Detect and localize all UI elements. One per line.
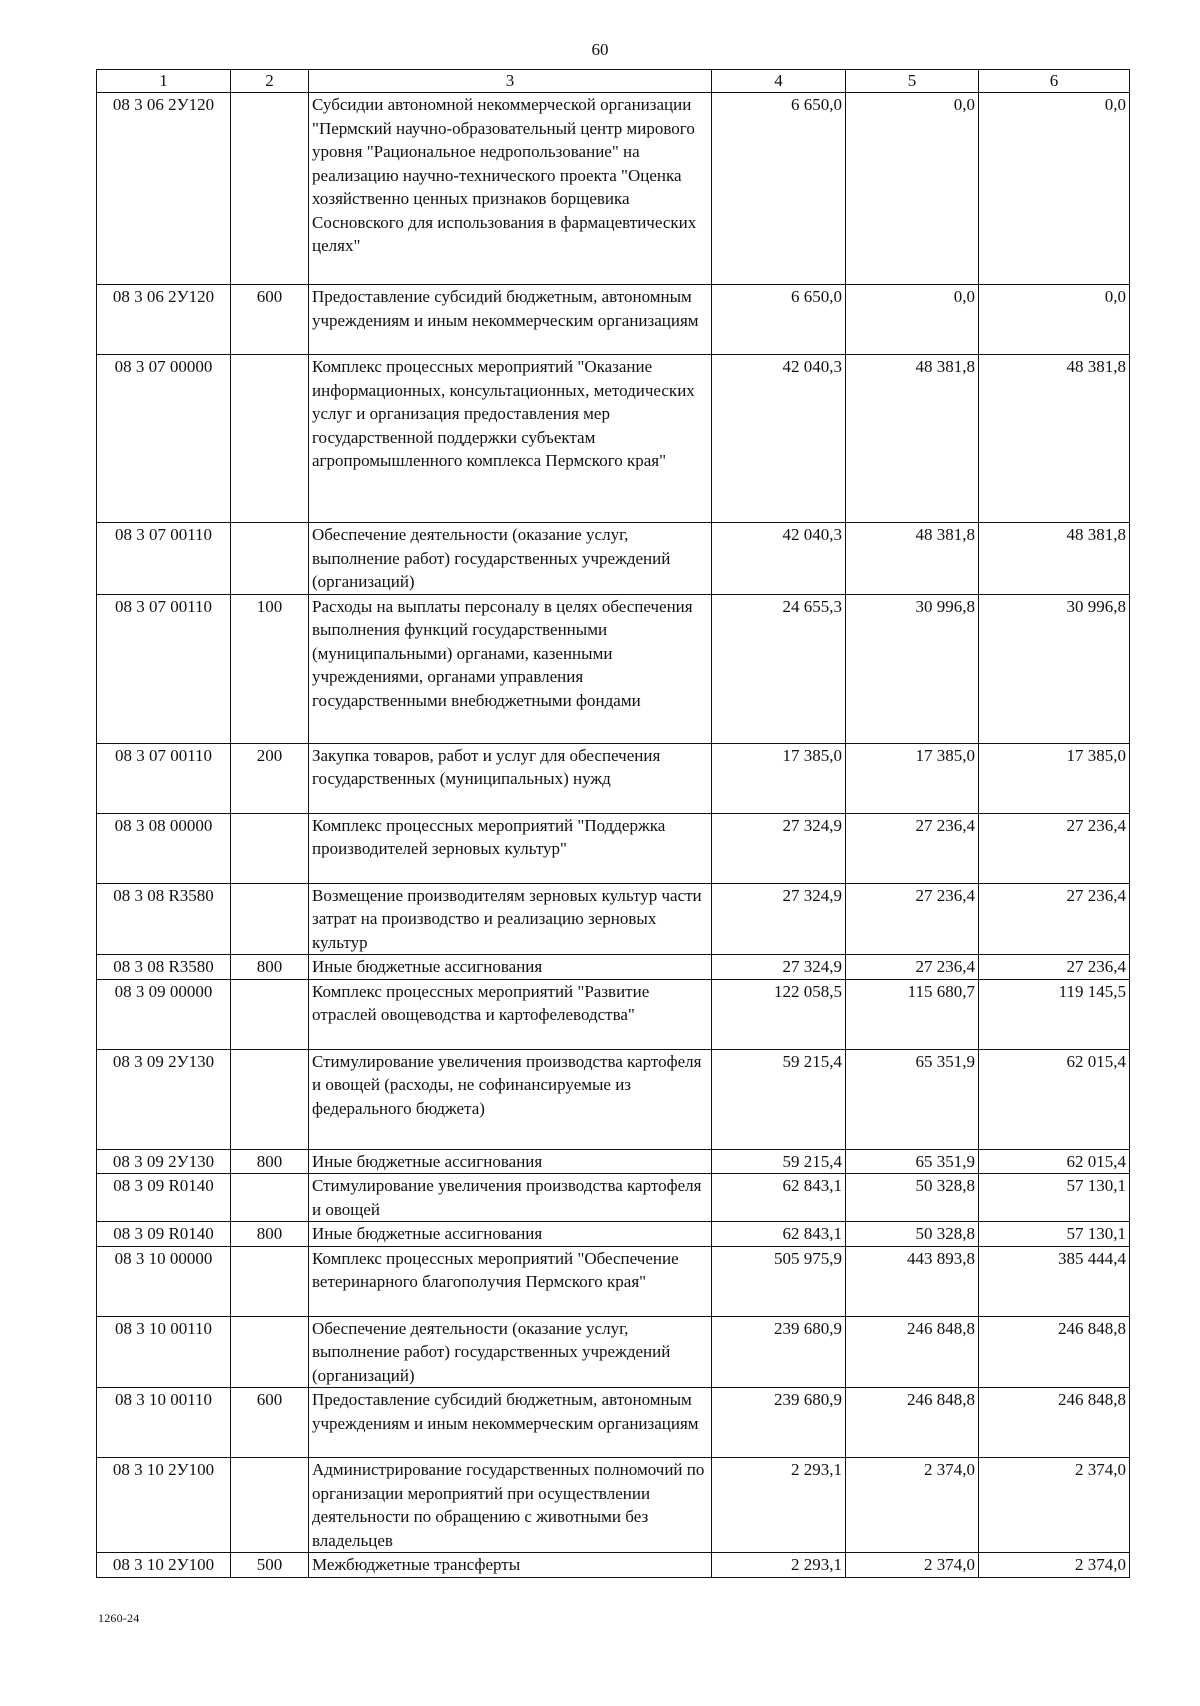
amount-col5-cell: 65 351,9 (846, 1149, 979, 1174)
table-row (97, 1174, 1130, 1222)
amount-col5-cell: 0,0 (846, 93, 979, 285)
amount-col5-cell: 246 848,8 (846, 1316, 979, 1388)
item-name-cell: Комплекс процессных мероприятий "Обеспечение ветеринарного благополучия Пермского края" (309, 1246, 712, 1316)
item-name-cell: Иные бюджетные ассигнования (309, 1149, 712, 1174)
item-name-cell: Обеспечение деятельности (оказание услуг, выполнение работ) государственных учреждений (организаций) (309, 523, 712, 595)
item-name-cell: Стимулирование увеличения производства картофеля и овощей (расходы, не софинансируемые из федерального бюджета) (309, 1049, 712, 1149)
amount-col6-cell: 57 130,1 (979, 1222, 1130, 1247)
expense-type-cell (231, 1316, 309, 1388)
budget-code-cell: 08 3 08 R3580 (97, 955, 231, 980)
table-row (97, 1316, 1130, 1388)
amount-col4-cell: 6 650,0 (712, 285, 846, 355)
item-name-cell: Комплекс процессных мероприятий "Оказание информационных, консультационных, методических услуг и организация предоставления мер государственной поддержки субъектам агропромышленного комплекса Пермского края" (309, 355, 712, 523)
budget-code-cell: 08 3 06 2У120 (97, 285, 231, 355)
amount-col6-cell: 27 236,4 (979, 813, 1130, 883)
column-header: 5 (846, 70, 979, 93)
header-row (97, 70, 1130, 93)
table-row (97, 979, 1130, 1049)
amount-col5-cell: 27 236,4 (846, 813, 979, 883)
amount-col6-cell: 2 374,0 (979, 1553, 1130, 1578)
item-name-cell: Стимулирование увеличения производства картофеля и овощей (309, 1174, 712, 1222)
amount-col5-cell: 27 236,4 (846, 883, 979, 955)
budget-code-cell: 08 3 09 2У130 (97, 1049, 231, 1149)
item-name-cell: Расходы на выплаты персоналу в целях обеспечения выполнения функций государственными (муниципальными) органами, казенными учреждениями, органами управления государственными внебюджетными фондами (309, 594, 712, 743)
amount-col6-cell: 0,0 (979, 285, 1130, 355)
amount-col5-cell: 48 381,8 (846, 523, 979, 595)
amount-col4-cell: 122 058,5 (712, 979, 846, 1049)
expense-type-cell (231, 355, 309, 523)
table-row (97, 1458, 1130, 1553)
expense-type-cell: 800 (231, 1222, 309, 1247)
budget-code-cell: 08 3 08 00000 (97, 813, 231, 883)
expense-type-cell: 800 (231, 1149, 309, 1174)
item-name-cell: Возмещение производителям зерновых культур части затрат на производство и реализацию зерновых культур (309, 883, 712, 955)
amount-col6-cell: 2 374,0 (979, 1458, 1130, 1553)
amount-col5-cell: 48 381,8 (846, 355, 979, 523)
expense-type-cell: 600 (231, 1388, 309, 1458)
amount-col6-cell: 30 996,8 (979, 594, 1130, 743)
amount-col6-cell: 246 848,8 (979, 1316, 1130, 1388)
table-row (97, 1553, 1130, 1578)
amount-col5-cell: 50 328,8 (846, 1174, 979, 1222)
amount-col5-cell: 30 996,8 (846, 594, 979, 743)
expense-type-cell (231, 1458, 309, 1553)
budget-code-cell: 08 3 10 2У100 (97, 1458, 231, 1553)
expense-type-cell (231, 93, 309, 285)
column-header: 2 (231, 70, 309, 93)
expense-type-cell (231, 1049, 309, 1149)
expense-type-cell: 200 (231, 743, 309, 813)
table-row (97, 813, 1130, 883)
item-name-cell: Обеспечение деятельности (оказание услуг, выполнение работ) государственных учреждений (организаций) (309, 1316, 712, 1388)
table-row (97, 594, 1130, 743)
expense-type-cell: 600 (231, 285, 309, 355)
amount-col6-cell: 27 236,4 (979, 955, 1130, 980)
amount-col5-cell: 27 236,4 (846, 955, 979, 980)
expense-type-cell (231, 1246, 309, 1316)
amount-col6-cell: 0,0 (979, 93, 1130, 285)
table-row (97, 355, 1130, 523)
amount-col4-cell: 2 293,1 (712, 1553, 846, 1578)
item-name-cell: Предоставление субсидий бюджетным, автономным учреждениям и иным некоммерческим организациям (309, 285, 712, 355)
amount-col5-cell: 0,0 (846, 285, 979, 355)
item-name-cell: Субсидии автономной некоммерческой организации "Пермский научно-образовательный центр мирового уровня "Рациональное недропользование" на реализацию научно-технического проекта "Оценка хозяйственно ценных признаков борщевика Сосновского для использования в фармацевтических целях" (309, 93, 712, 285)
amount-col4-cell: 17 385,0 (712, 743, 846, 813)
table-row (97, 1049, 1130, 1149)
amount-col4-cell: 59 215,4 (712, 1149, 846, 1174)
amount-col6-cell: 48 381,8 (979, 355, 1130, 523)
amount-col6-cell: 48 381,8 (979, 523, 1130, 595)
amount-col6-cell: 17 385,0 (979, 743, 1130, 813)
budget-code-cell: 08 3 10 00110 (97, 1316, 231, 1388)
amount-col4-cell: 42 040,3 (712, 355, 846, 523)
amount-col5-cell: 115 680,7 (846, 979, 979, 1049)
amount-col4-cell: 24 655,3 (712, 594, 846, 743)
table-row (97, 883, 1130, 955)
expense-type-cell (231, 813, 309, 883)
amount-col4-cell: 59 215,4 (712, 1049, 846, 1149)
amount-col5-cell: 65 351,9 (846, 1049, 979, 1149)
column-header: 6 (979, 70, 1130, 93)
amount-col4-cell: 239 680,9 (712, 1316, 846, 1388)
item-name-cell: Иные бюджетные ассигнования (309, 1222, 712, 1247)
amount-col5-cell: 17 385,0 (846, 743, 979, 813)
item-name-cell: Комплекс процессных мероприятий "Развитие отраслей овощеводства и картофелеводства" (309, 979, 712, 1049)
table-row (97, 1222, 1130, 1247)
budget-code-cell: 08 3 09 00000 (97, 979, 231, 1049)
budget-code-cell: 08 3 07 00110 (97, 523, 231, 595)
amount-col4-cell: 62 843,1 (712, 1174, 846, 1222)
budget-code-cell: 08 3 09 R0140 (97, 1174, 231, 1222)
expense-type-cell (231, 523, 309, 595)
amount-col6-cell: 57 130,1 (979, 1174, 1130, 1222)
expense-type-cell: 500 (231, 1553, 309, 1578)
item-name-cell: Комплекс процессных мероприятий "Поддержка производителей зерновых культур" (309, 813, 712, 883)
item-name-cell: Межбюджетные трансферты (309, 1553, 712, 1578)
budget-code-cell: 08 3 10 00110 (97, 1388, 231, 1458)
amount-col6-cell: 62 015,4 (979, 1049, 1130, 1149)
expense-type-cell: 100 (231, 594, 309, 743)
budget-code-cell: 08 3 07 00110 (97, 743, 231, 813)
amount-col4-cell: 27 324,9 (712, 883, 846, 955)
amount-col6-cell: 246 848,8 (979, 1388, 1130, 1458)
item-name-cell: Закупка товаров, работ и услуг для обеспечения государственных (муниципальных) нужд (309, 743, 712, 813)
amount-col4-cell: 27 324,9 (712, 813, 846, 883)
table-row (97, 93, 1130, 285)
table-row (97, 1149, 1130, 1174)
amount-col6-cell: 119 145,5 (979, 979, 1130, 1049)
amount-col4-cell: 6 650,0 (712, 93, 846, 285)
column-header: 4 (712, 70, 846, 93)
budget-code-cell: 08 3 08 R3580 (97, 883, 231, 955)
table-row (97, 285, 1130, 355)
table-row (97, 955, 1130, 980)
expense-type-cell (231, 979, 309, 1049)
budget-code-cell: 08 3 06 2У120 (97, 93, 231, 285)
amount-col5-cell: 50 328,8 (846, 1222, 979, 1247)
column-header: 3 (309, 70, 712, 93)
budget-code-cell: 08 3 09 2У130 (97, 1149, 231, 1174)
amount-col4-cell: 2 293,1 (712, 1458, 846, 1553)
amount-col4-cell: 239 680,9 (712, 1388, 846, 1458)
amount-col6-cell: 62 015,4 (979, 1149, 1130, 1174)
amount-col5-cell: 246 848,8 (846, 1388, 979, 1458)
item-name-cell: Администрирование государственных полномочий по организации мероприятий при осуществлении деятельности по обращению с животными без владельцев (309, 1458, 712, 1553)
amount-col6-cell: 385 444,4 (979, 1246, 1130, 1316)
table-row (97, 1246, 1130, 1316)
budget-code-cell: 08 3 09 R0140 (97, 1222, 231, 1247)
item-name-cell: Предоставление субсидий бюджетным, автономным учреждениям и иным некоммерческим организациям (309, 1388, 712, 1458)
amount-col4-cell: 505 975,9 (712, 1246, 846, 1316)
item-name-cell: Иные бюджетные ассигнования (309, 955, 712, 980)
budget-code-cell: 08 3 10 00000 (97, 1246, 231, 1316)
amount-col6-cell: 27 236,4 (979, 883, 1130, 955)
document-code: 1260-24 (98, 1611, 140, 1625)
amount-col5-cell: 2 374,0 (846, 1553, 979, 1578)
table-row (97, 743, 1130, 813)
budget-table (96, 69, 1130, 1578)
amount-col5-cell: 443 893,8 (846, 1246, 979, 1316)
table-row (97, 1388, 1130, 1458)
amount-col4-cell: 62 843,1 (712, 1222, 846, 1247)
budget-code-cell: 08 3 07 00000 (97, 355, 231, 523)
budget-code-cell: 08 3 10 2У100 (97, 1553, 231, 1578)
amount-col4-cell: 27 324,9 (712, 955, 846, 980)
expense-type-cell (231, 1174, 309, 1222)
expense-type-cell: 800 (231, 955, 309, 980)
table-row (97, 523, 1130, 595)
column-header: 1 (97, 70, 231, 93)
expense-type-cell (231, 883, 309, 955)
amount-col4-cell: 42 040,3 (712, 523, 846, 595)
page-number: 60 (591, 40, 609, 59)
amount-col5-cell: 2 374,0 (846, 1458, 979, 1553)
budget-code-cell: 08 3 07 00110 (97, 594, 231, 743)
